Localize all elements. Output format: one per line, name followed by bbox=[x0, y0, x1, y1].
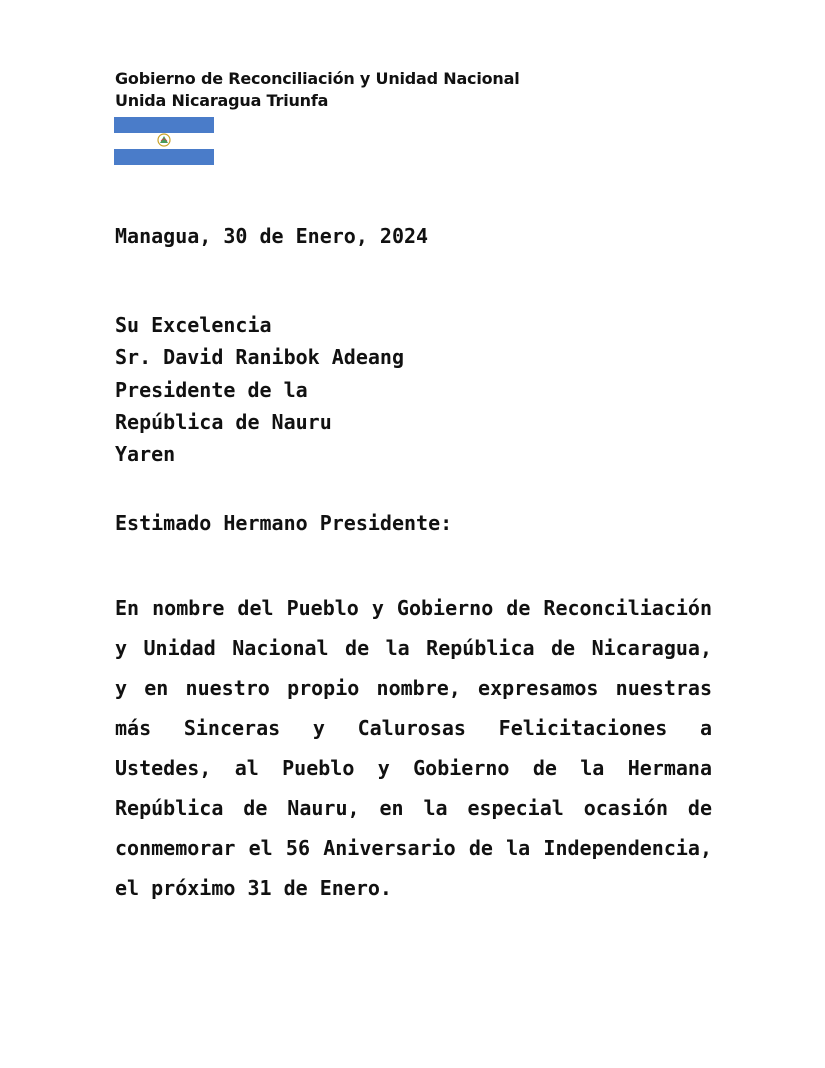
letter-date: Managua, 30 de Enero, 2024 bbox=[115, 224, 429, 248]
body-line: y Unidad Nacional de la República de Nicaragua, bbox=[115, 636, 712, 660]
letter-body bbox=[115, 588, 712, 908]
salutation: Estimado Hermano Presidente: bbox=[115, 511, 453, 535]
body-line: Ustedes, al Pueblo y Gobierno de la Hermana bbox=[115, 756, 712, 780]
recipient-line: Sr. David Ranibok Adeang bbox=[115, 345, 404, 370]
letterhead bbox=[115, 68, 520, 112]
body-line: y en nuestro propio nombre, expresamos nuestras bbox=[115, 676, 712, 700]
body-line: conmemorar el 56 Aniversario de la Independencia, bbox=[115, 836, 712, 860]
body-line: En nombre del Pueblo y Gobierno de Reconciliación bbox=[115, 596, 712, 620]
flag-top-stripe bbox=[114, 117, 214, 133]
flag-bottom-stripe bbox=[114, 149, 214, 165]
recipient-line: Su Excelencia bbox=[115, 313, 272, 337]
letterhead-government-name: Gobierno de Reconciliación y Unidad Nacional bbox=[115, 69, 520, 88]
letterhead-slogan: Unida Nicaragua Triunfa bbox=[115, 91, 329, 110]
nicaragua-flag-icon bbox=[114, 117, 214, 165]
recipient-address bbox=[115, 309, 404, 470]
recipient-line: Yaren bbox=[115, 442, 176, 467]
body-line: República de Nauru, en la especial ocasión de bbox=[115, 796, 712, 820]
body-line: más Sinceras y Calurosas Felicitaciones a bbox=[115, 716, 712, 740]
coat-of-arms-icon bbox=[157, 133, 171, 147]
flag-middle-stripe bbox=[114, 133, 214, 149]
recipient-line: Presidente de la bbox=[115, 377, 308, 402]
body-line: el próximo 31 de Enero. bbox=[115, 876, 392, 900]
recipient-line: República de Nauru bbox=[115, 409, 332, 434]
